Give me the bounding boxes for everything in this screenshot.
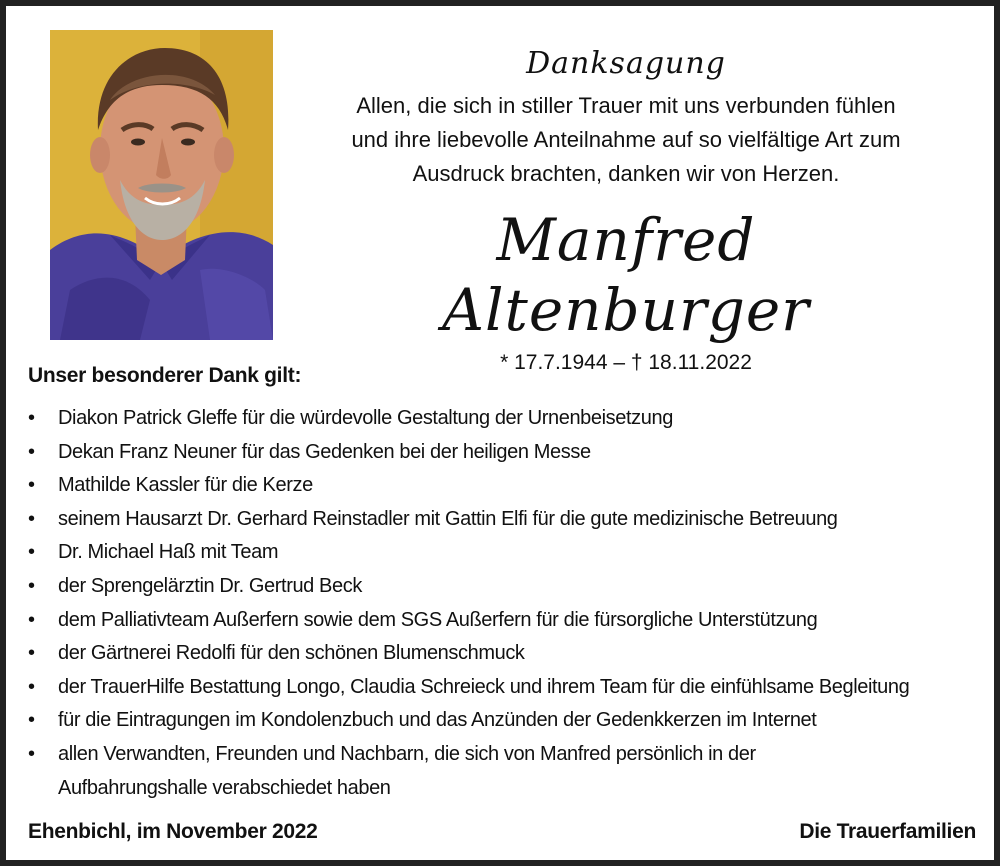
bullet-icon: • <box>28 675 35 698</box>
list-item <box>28 604 988 638</box>
bullet-icon: • <box>28 541 35 564</box>
list-item-text: der Sprengelärztin Dr. Gertrud Beck <box>58 574 362 597</box>
list-item <box>28 637 988 671</box>
list-item <box>28 402 988 436</box>
list-item <box>28 536 988 570</box>
bullet-icon: • <box>28 407 35 429</box>
list-item-text: dem Palliativteam Außerfern sowie dem SGS Außerfern für die fürsorgliche Unterstützung <box>58 608 818 631</box>
list-item <box>28 671 988 705</box>
list-item <box>28 469 988 503</box>
list-item <box>28 503 988 537</box>
place-date: Ehenbichl, im November 2022 <box>28 820 318 843</box>
bullet-icon: • <box>28 709 35 732</box>
list-item <box>28 436 988 470</box>
list-item-text: seinem Hausarzt Dr. Gerhard Reinstadler mit Gattin Elfi für die gute medizinische Betreuung <box>58 507 838 530</box>
list-item-text: Diakon Patrick Gleffe für die würdevolle Gestaltung der Urnenbeisetzung <box>58 407 673 429</box>
list-item-text: Dr. Michael Haß mit Team <box>58 541 279 564</box>
signature: Die Trauerfamilien <box>799 820 976 843</box>
intro-line: Allen, die sich in stiller Trauer mit uns verbunden fühlen <box>356 93 896 118</box>
bullet-icon: • <box>28 440 35 463</box>
list-item <box>28 704 988 738</box>
bullet-icon: • <box>28 474 35 497</box>
list-item-text: Mathilde Kassler für die Kerze <box>58 474 313 497</box>
list-item <box>28 738 858 805</box>
bullet-icon: • <box>28 574 35 597</box>
bullet-icon: • <box>28 742 35 765</box>
deceased-name: Manfred Altenburger <box>442 206 810 344</box>
list-item-text: allen Verwandten, Freunden und Nachbarn, die sich von Manfred persönlich in der Aufbahrungshalle verabschiedet haben <box>58 742 756 799</box>
list-item-text: der Gärtnerei Redolfi für den schönen Blumenschmuck <box>58 642 525 665</box>
list-item-text: der TrauerHilfe Bestattung Longo, Claudia Schreieck und ihrem Team für die einfühlsame Begleitung <box>58 675 910 698</box>
life-dates: * 17.7.1944 – † 18.11.2022 <box>500 351 752 374</box>
list-item <box>28 570 988 604</box>
thanks-title: Unser besonderer Dank gilt: <box>28 364 302 387</box>
thanks-list <box>28 402 988 805</box>
bullet-icon: • <box>28 642 35 665</box>
list-item-text: Dekan Franz Neuner für das Gedenken bei der heiligen Messe <box>58 440 591 463</box>
bullet-icon: • <box>28 507 35 530</box>
intro-line: und ihre liebevolle Anteilnahme auf so vielfältige Art zum <box>351 127 901 152</box>
intro-text <box>306 89 946 191</box>
intro-line: Ausdruck brachten, danken wir von Herzen. <box>412 161 840 186</box>
portrait-illustration <box>50 30 273 340</box>
bullet-icon: • <box>28 608 35 631</box>
portrait-photo <box>50 30 273 340</box>
list-item-text: für die Eintragungen im Kondolenzbuch und das Anzünden der Gedenkkerzen im Internet <box>58 709 817 732</box>
header-block <box>306 46 946 375</box>
heading-danksagung: Danksagung <box>526 46 726 81</box>
